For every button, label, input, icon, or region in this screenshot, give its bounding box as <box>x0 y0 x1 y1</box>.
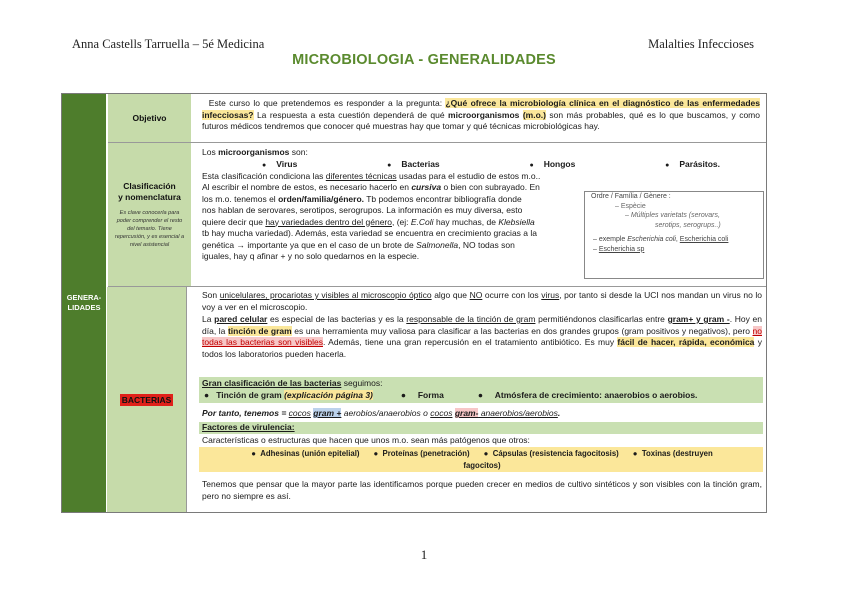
clas-l1b: diferentes técnicas <box>325 171 397 181</box>
bact-p2h: tinción de gram <box>227 325 292 336</box>
row-divider <box>108 142 766 143</box>
gran-i1b: (explicación página 3) <box>284 389 373 400</box>
bact-p2d: responsable de la tinción de gram <box>406 314 536 324</box>
ten-b: cocos <box>288 408 311 418</box>
ten-g: cocos <box>430 408 453 418</box>
clas-l2a: Al escribir el nombre de estos, es necesario hacerlo en <box>202 182 412 192</box>
clas-l3a: los m.o. tenemos el <box>202 193 279 204</box>
clas-l7c: , NO todas son <box>458 239 515 250</box>
bact-p1e: ocurre con los <box>482 290 542 300</box>
clas-l5e: hay muchas, de <box>433 216 499 227</box>
factores-desc: Características o estructuras que hacen que unos m.o. sean más patógenos que otros: <box>202 435 530 445</box>
clasificacion-intro <box>202 147 760 183</box>
clas-l5b: hay variedades dentro del género <box>265 216 392 227</box>
factores-title <box>202 422 762 434</box>
bact-p2e: permitiéndonos clasificarlas entre <box>535 314 668 324</box>
bact-p2c: es especial de las bacterias y es la <box>267 314 407 324</box>
taxonomy-b4b: Escherichia coli <box>627 236 676 243</box>
clasificacion-note: Es clave conocerla para poder comprender el resto del temario. Tiene repercusión, y es esencial a nivel asistencial <box>114 209 185 248</box>
clas-l1a: Esta clasificación condiciona las <box>202 171 326 181</box>
taxonomy-b4d: Escherichia coli <box>679 236 729 243</box>
clas-l4: nos hablan de serovares, serotipos, serogrupos. La información es muy diversa, esto <box>202 205 523 215</box>
page-number: 1 <box>420 547 428 562</box>
ten-d: gram + <box>313 408 342 418</box>
taxonomy-b5b: Escherichia sp <box>598 245 645 253</box>
mo-type-bacterias: ● Bacterias <box>387 159 440 172</box>
factor-capsulas: Cápsulas (resistencia fagocitosis) <box>492 449 619 458</box>
taxonomy-b5a: – <box>593 245 599 253</box>
taxonomy-b3a: – Múltiples varietats (serovars, <box>625 212 720 219</box>
gran-clasificacion <box>202 378 762 401</box>
gran-title: Gran clasificación de las bacterias <box>202 378 342 388</box>
clas-l5c: , (ej: <box>391 216 411 227</box>
objetivo-t7: son más probables, qué es lo que buscamos, y como futuros médicos tendremos que conocer qué muestras hay que tomar y qué técnicas microbiológicas hay. <box>202 109 760 131</box>
bact-p1f: virus <box>541 290 560 300</box>
taxonomy-b4c: , <box>675 236 680 243</box>
bact-p1b: unicelulares, procariotas y visibles al microscopio óptico <box>219 290 432 300</box>
bact-p2j: no todas las bacterias son visibles <box>202 325 762 347</box>
clas-l6: tb hay mucha variedad). Además, esta variedad se encuentra en crecimiento gracias a la <box>202 228 537 238</box>
factor-toxinas: Toxinas (destruyen <box>641 449 713 458</box>
label-clasificacion-line2: y nomenclatura <box>118 191 181 202</box>
ten-a: Por tanto, tenemos = <box>202 408 289 418</box>
label-bacterias-text: BACTERIAS <box>121 394 172 405</box>
label-objetivo <box>108 94 191 142</box>
ten-f: o <box>420 408 431 418</box>
section-label-line2: LIDADES <box>67 303 101 312</box>
gran-i1a: Tinción de gram <box>216 389 285 400</box>
bact-p1g: , por tanto si desde la UCI nos mandan un virus no lo voy a ver en el microscopio. <box>202 290 762 312</box>
row-divider <box>108 286 766 287</box>
section-label-generalidades <box>62 94 106 512</box>
bact-p2l: fácil de hacer, rápida, económica <box>617 337 755 347</box>
bact-p2m: y todos los laboratorios pueden hacerla. <box>202 337 762 359</box>
clas-l5a: quiere decir que <box>202 216 266 227</box>
taxonomy-b2: – Espècie <box>615 202 646 210</box>
col-divider <box>186 287 187 512</box>
mo-type-parasitos: ● Parásitos. <box>665 159 720 172</box>
factor-adhesinas: Adhesinas (unión epitelial) <box>260 449 360 458</box>
clas-l1c: usadas para el estudio de estos m.o.. <box>396 171 541 181</box>
mo-type-hongos: ● Hongos <box>529 159 575 172</box>
taxonomy-box <box>584 191 764 279</box>
label-bacterias <box>107 287 186 512</box>
gran-b: seguimos: <box>341 378 383 388</box>
objetivo-mo-abbr: (m.o.) <box>522 109 546 120</box>
factores-items: ● Adhesinas (unión epitelial) ● Proteínas (penetración) ● Cápsulas (resistencia fagocitosis) ● Toxinas (destruyen fagocitos) <box>202 448 762 471</box>
header-subject: Malalties Infeccioses <box>648 37 754 51</box>
clas-l7b: Salmonella <box>416 239 459 250</box>
header-author: Anna Castells Tarruella – 5é Medicina <box>72 37 265 51</box>
ten-k: . <box>557 408 561 418</box>
gran-items: ● Tinción de gram (explicación página 3) ● Forma ● Atmósfera de crecimiento: anaerobios o aerobios. <box>204 389 698 400</box>
objetivo-t1: Este curso lo que pretendemos es responder a la pregunta: <box>208 98 446 108</box>
bact-p2a: La <box>202 314 215 324</box>
clas-l7a: genética → importante ya que en el caso de un brote de <box>202 239 417 250</box>
taxonomy-b4a: – exemple <box>593 236 628 243</box>
clas-l2c: o bien con subrayado. En <box>441 182 540 192</box>
clas-intro-b: microorganismos <box>218 147 290 157</box>
label-objetivo-text: Objetivo <box>132 112 167 123</box>
objetivo-question: ¿Qué ofrece la microbiología clínica en el diagnóstico de las enfermedades infecciosas? <box>202 98 760 120</box>
clas-l2b: cursiva <box>411 182 442 192</box>
notes-table <box>61 93 767 513</box>
factor-proteinas: Proteínas (penetración) <box>382 449 470 458</box>
mo-type-virus: ● Virus <box>262 159 297 172</box>
objetivo-text <box>202 98 760 133</box>
clas-l3b: orden/familia/género. <box>278 193 365 204</box>
bact-p2k: . Además, tiene una gran repercusión en el tratamiento antibiótico. Es muy <box>322 337 618 347</box>
factores-title-text: Factores de virulencia: <box>202 422 295 432</box>
ten-e: aerobios/anaerobios <box>341 408 421 418</box>
ten-i: gram- <box>454 408 479 418</box>
clas-l5f: Klebsiella <box>498 216 535 227</box>
clas-l5d: E.Coli <box>410 216 434 227</box>
bact-p1d: NO <box>469 290 483 300</box>
mo-types-list <box>202 159 760 172</box>
section-label-line1: GENERA- <box>66 293 102 302</box>
page-title: MICROBIOLOGIA - GENERALIDADES <box>292 52 556 68</box>
taxonomy-b1: Ordre / Família / Gènere : <box>591 193 671 200</box>
objetivo-mo: microorganismos <box>448 109 520 120</box>
bact-p2b: pared celular <box>214 314 268 324</box>
bacterias-body <box>202 290 762 360</box>
bact-p2g: . Hoy en día, la <box>202 314 762 336</box>
gran-i3: Atmósfera de crecimiento: anaerobios o aerobios. <box>494 389 698 400</box>
bact-p1c: algo que <box>431 290 470 300</box>
clas-l8: iguales, hay q afinar + y no solo quedarnos en la especie. <box>202 251 420 261</box>
objetivo-t3: La respuesta a esta cuestión dependerá de qué <box>253 109 449 120</box>
clas-intro-a: Los <box>202 147 219 157</box>
bact-p2i: es una herramienta muy valiosa para clasificar a las bacterias en dos grandes grupos (gram positivos y negativos), pero <box>291 325 753 336</box>
tenemos-line <box>202 408 762 420</box>
clasificacion-body <box>202 182 579 263</box>
clas-l3c: Tb podemos encontrar bibliografía donde <box>364 193 522 204</box>
gran-i2: Forma <box>417 389 444 400</box>
bacterias-final: Tenemos que pensar que la mayor parte las identificamos porque pueden crecer en medios de cultivo sintéticos y son visibles con la tinción gram, pero no siempre es así. <box>202 479 762 501</box>
factor-toxinas-tail: fagocitos) <box>463 460 501 470</box>
label-clasificacion <box>108 143 191 286</box>
taxonomy-b3b: serotips, serogrups..) <box>655 221 721 229</box>
ten-j: anaerobios/aerobios <box>478 408 558 418</box>
label-clasificacion-line1: Clasificación <box>123 180 176 191</box>
bact-p1a: Son <box>202 290 220 300</box>
bact-p2f: gram+ y gram - <box>667 314 730 324</box>
clas-intro-c: son: <box>289 147 308 157</box>
